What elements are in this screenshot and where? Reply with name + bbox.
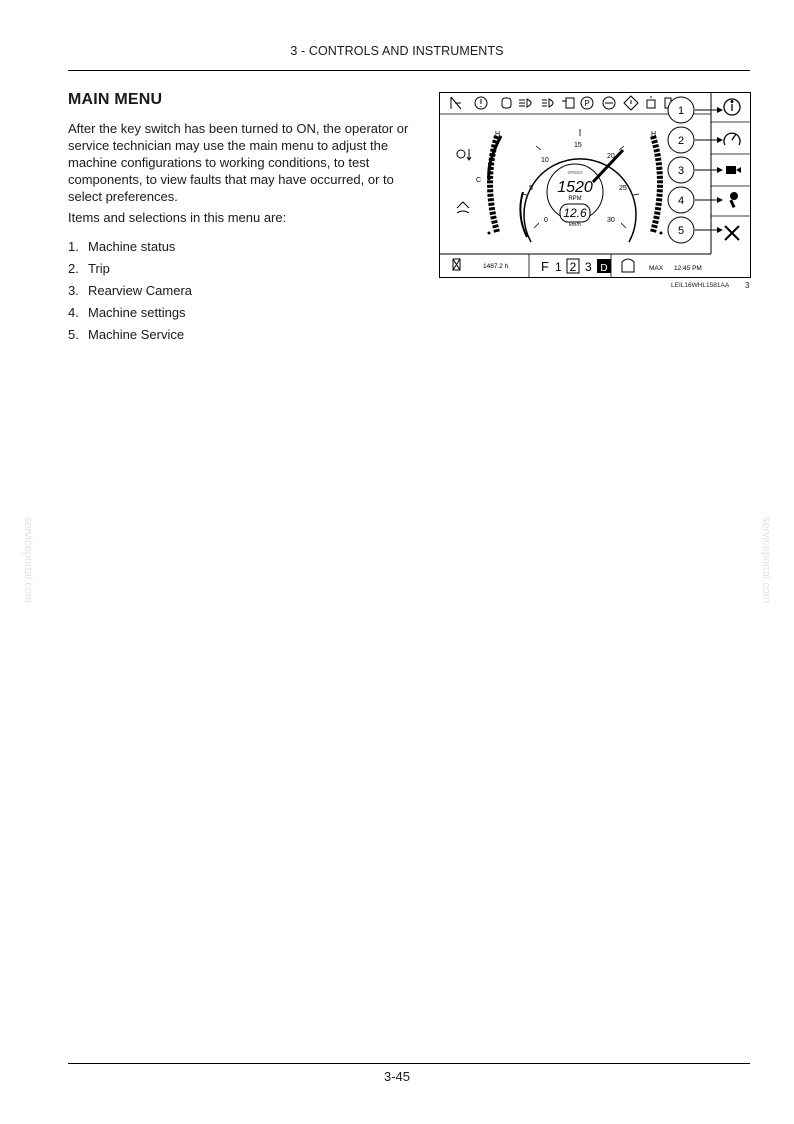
list-item-label: Trip: [88, 261, 110, 276]
list-item: [68, 326, 192, 348]
callout-label: 2: [677, 135, 685, 147]
menu-items-list: [68, 238, 192, 348]
watermark-right: serviceportal.com: [760, 516, 772, 604]
callout-label: 5: [677, 225, 685, 237]
inner-dial-label: SPEED: [567, 170, 583, 175]
gear-2-selected: 2: [569, 260, 577, 274]
power-mode: MAX: [649, 265, 664, 272]
list-item: [68, 238, 192, 260]
list-item-number: 5.: [68, 327, 79, 342]
section-title: MAIN MENU: [68, 91, 163, 108]
list-item-label: Machine settings: [88, 305, 186, 320]
scale-label: 30: [607, 217, 615, 224]
rpm-unit: RPM: [568, 196, 582, 202]
footer-rule: [68, 1063, 750, 1064]
list-item-number: 3.: [68, 283, 79, 298]
scale-label: 10: [541, 157, 549, 164]
intro-paragraph: After the key switch has been turned to ON, the operator or service technician may use the main menu to adjust the machine configurations to working conditions, to test components, to view faults that may have occurred, or to select preferences.: [68, 121, 409, 204]
gauge-high-label: H: [651, 131, 657, 138]
list-item: [68, 260, 192, 282]
figure-code: LEIL16WHL1581AA: [671, 282, 730, 289]
list-item-number: 4.: [68, 305, 79, 320]
list-item-number: 2.: [68, 261, 79, 276]
instrument-cluster-figure: [439, 92, 751, 278]
gear-3: 3: [585, 260, 592, 274]
list-item: [68, 304, 192, 326]
header-rule: [68, 70, 750, 71]
items-intro: Items and selections in this menu are:: [68, 210, 287, 225]
page-number: 3-45: [383, 1069, 411, 1084]
gear-direction: F: [541, 259, 549, 274]
scale-label: 25: [619, 185, 627, 192]
speed-readout: 12.6: [563, 206, 587, 220]
hour-meter: 1487.2 h: [483, 263, 509, 270]
list-item-label: Machine status: [88, 239, 176, 254]
callout-label: 3: [677, 165, 685, 177]
scale-label: 20: [607, 153, 615, 160]
scale-label: 5: [529, 185, 533, 192]
scale-label: 15: [574, 142, 582, 149]
scale-label: 0: [544, 217, 548, 224]
list-item: [68, 282, 192, 304]
page-header: 3 - CONTROLS AND INSTRUMENTS: [290, 44, 504, 58]
rpm-readout: 1520: [557, 179, 593, 196]
speed-unit: km/h: [569, 222, 581, 228]
list-item-label: Rearview Camera: [88, 283, 193, 298]
svg-text:P: P: [584, 99, 590, 108]
clock: 12:45 PM: [674, 265, 702, 272]
watermark-left: serviceportal.com: [22, 516, 34, 604]
gauge-high-label: H: [495, 131, 501, 138]
list-item-label: Machine Service: [88, 327, 185, 342]
gauge-cold-label: C: [476, 177, 482, 184]
figure-number: 3: [745, 281, 750, 290]
callout-label: 1: [677, 105, 685, 117]
list-item-number: 1.: [68, 239, 79, 254]
gear-1: 1: [555, 260, 562, 274]
callout-label: 4: [677, 195, 685, 207]
drive-mode: D: [600, 263, 608, 274]
